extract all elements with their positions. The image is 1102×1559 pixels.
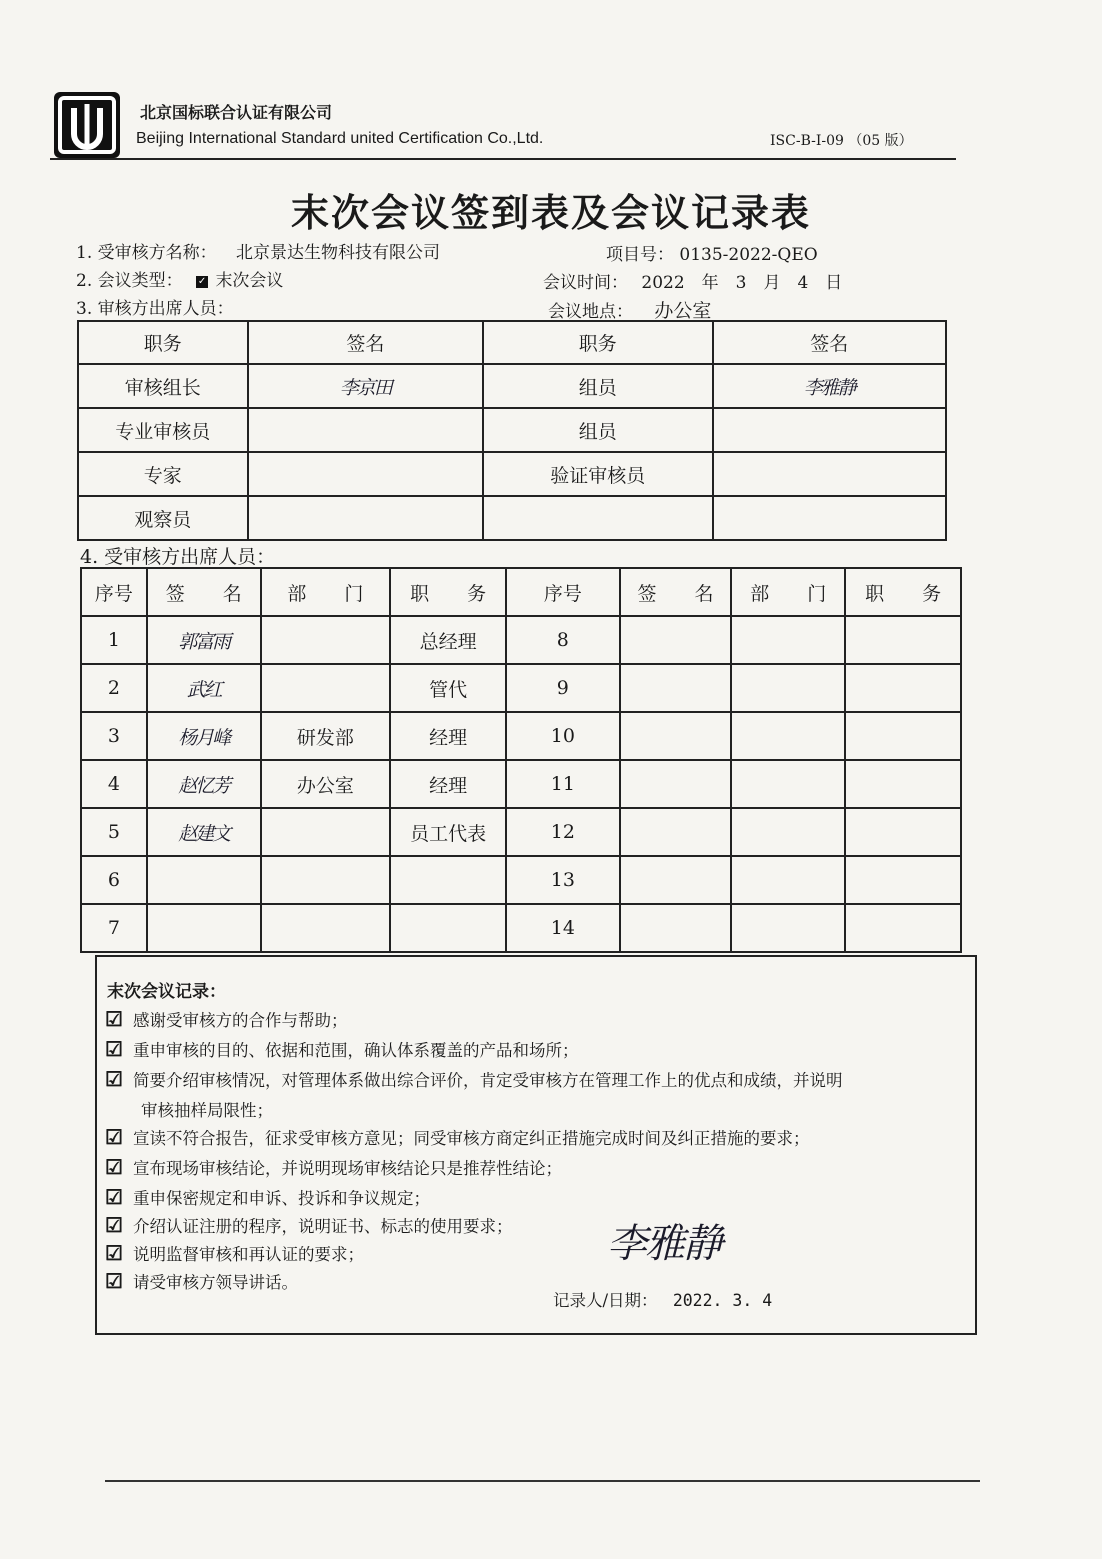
note-text: 感谢受审核方的合作与帮助； (133, 1011, 348, 1030)
title-cell (845, 616, 961, 664)
column-header: 签 名 (147, 568, 261, 616)
list-item (105, 1037, 579, 1061)
check-icon: ☑ (105, 1007, 123, 1031)
role-cell: 专业审核员 (78, 408, 248, 452)
check-icon: ☑ (105, 1067, 123, 1091)
signature-cell (248, 452, 483, 496)
list-item (105, 1213, 513, 1237)
note-text: 重申保密规定和申诉、投诉和争议规定； (133, 1189, 430, 1208)
dept-cell (731, 712, 845, 760)
note-text: 宣布现场审核结论，并说明现场审核结论只是推荐性结论； (133, 1159, 562, 1178)
title-cell: 管代 (390, 664, 506, 712)
signature-cell (620, 904, 732, 952)
list-item (105, 1007, 348, 1031)
dept-cell (731, 904, 845, 952)
title-cell: 经理 (390, 712, 506, 760)
meeting-time-label: 会议时间： (543, 273, 628, 293)
table-header-row (78, 321, 946, 364)
project-value: 0135-2022-QEO (679, 245, 818, 265)
auditor-attendance-table (77, 320, 947, 541)
meeting-notes-box (95, 955, 977, 1335)
check-icon: ☑ (105, 1269, 123, 1293)
signature-cell (147, 856, 261, 904)
dept-cell: 研发部 (261, 712, 391, 760)
seq-cell: 11 (506, 760, 620, 808)
role-cell: 组员 (483, 408, 712, 452)
seq-cell: 5 (81, 808, 147, 856)
company-logo-icon (54, 92, 120, 158)
list-item (105, 1241, 364, 1265)
dept-cell (731, 760, 845, 808)
title-cell (845, 712, 961, 760)
role-cell: 验证审核员 (483, 452, 712, 496)
signature-cell (620, 808, 732, 856)
check-icon: ☑ (105, 1213, 123, 1237)
list-item (105, 1185, 430, 1209)
title-cell (845, 904, 961, 952)
list-item (105, 1269, 298, 1293)
seq-cell: 7 (81, 904, 147, 952)
auditee-label: 1. 受审核方名称： (76, 243, 217, 263)
seq-cell: 4 (81, 760, 147, 808)
signature-cell (620, 856, 732, 904)
title-cell: 员工代表 (390, 808, 506, 856)
table-header-row (81, 568, 961, 616)
table-row (81, 664, 961, 712)
signature-cell (713, 452, 947, 496)
auditee-value: 北京景达生物科技有限公司 (236, 243, 441, 263)
check-icon: ☑ (105, 1125, 123, 1149)
dept-cell (731, 664, 845, 712)
note-text: 说明监督审核和再认证的要求； (133, 1245, 364, 1264)
signature-cell (620, 616, 732, 664)
signature-cell: 武红 (147, 664, 261, 712)
column-header: 部 门 (731, 568, 845, 616)
column-header: 序号 (506, 568, 620, 616)
auditee-attendees-label: 4. 受审核方出席人员： (80, 546, 276, 568)
note-text: 介绍认证注册的程序，说明证书、标志的使用要求； (133, 1217, 513, 1236)
recorder-field (553, 1287, 772, 1311)
column-header: 签 名 (620, 568, 732, 616)
table-row (81, 904, 961, 952)
table-row (81, 760, 961, 808)
recorder-signature: 李雅静 (607, 1221, 721, 1267)
signature-cell (713, 408, 947, 452)
meeting-time-value: 2022 年 3 月 4 日 (641, 273, 843, 293)
column-header: 序号 (81, 568, 147, 616)
recorder-date: 2022. 3. 4 (672, 1291, 773, 1310)
company-name-en: Beijing International Standard united Certification Co.,Ltd. (136, 130, 544, 147)
dept-cell (731, 808, 845, 856)
meeting-place-label: 会议地点： (548, 302, 633, 322)
auditee-field (76, 238, 440, 263)
signature-cell (620, 664, 732, 712)
title-cell: 总经理 (390, 616, 506, 664)
auditee-attendance-table (80, 567, 962, 953)
header-divider (50, 158, 956, 160)
title-cell (845, 664, 961, 712)
note-text: 宣读不符合报告，征求受审核方意见；同受审核方商定纠正措施完成时间及纠正措施的要求； (133, 1129, 810, 1148)
company-name-cn: 北京国标联合认证有限公司 (140, 103, 333, 122)
table-row (81, 808, 961, 856)
seq-cell: 9 (506, 664, 620, 712)
note-text: 简要介绍审核情况，对管理体系做出综合评价，肯定受审核方在管理工作上的优点和成绩，并说明 (133, 1071, 843, 1090)
title-cell (845, 760, 961, 808)
table-row (81, 856, 961, 904)
column-header: 职务 (78, 321, 248, 364)
recorder-label: 记录人/日期： (553, 1291, 658, 1310)
dept-cell (261, 808, 391, 856)
notes-title: 末次会议记录： (107, 982, 226, 1002)
title-cell (845, 808, 961, 856)
checked-box-icon: ✓ (197, 275, 207, 287)
table-row (78, 452, 946, 496)
project-field (606, 240, 818, 265)
project-label: 项目号： (606, 245, 674, 265)
meeting-place-field (548, 296, 711, 323)
column-header: 职务 (483, 321, 712, 364)
dept-cell (261, 904, 391, 952)
meeting-place-value: 办公室 (654, 300, 712, 322)
signature-cell: 赵忆芳 (147, 760, 261, 808)
check-icon: ☑ (105, 1185, 123, 1209)
seq-cell: 1 (81, 616, 147, 664)
seq-cell: 6 (81, 856, 147, 904)
role-cell: 专家 (78, 452, 248, 496)
signature-cell: 李京田 (248, 364, 483, 408)
note-text: 重申审核的目的、依据和范围，确认体系覆盖的产品和场所； (133, 1041, 579, 1060)
signature-cell (620, 760, 732, 808)
note-text: 请受审核方领导讲话。 (133, 1273, 298, 1292)
table-row (78, 408, 946, 452)
list-item (105, 1125, 810, 1149)
role-cell: 组员 (483, 364, 712, 408)
column-header: 签名 (248, 321, 483, 364)
signature-cell (248, 496, 483, 540)
dept-cell (261, 856, 391, 904)
seq-cell: 3 (81, 712, 147, 760)
seq-cell: 10 (506, 712, 620, 760)
signature-cell: 赵建文 (147, 808, 261, 856)
seq-cell: 2 (81, 664, 147, 712)
dept-cell (261, 616, 391, 664)
role-cell (483, 496, 712, 540)
title-cell (390, 856, 506, 904)
auditor-attendees-label: 3. 审核方出席人员： (76, 299, 234, 319)
title-cell (390, 904, 506, 952)
list-item (105, 1067, 843, 1091)
list-item (105, 1155, 562, 1179)
column-header: 部 门 (261, 568, 391, 616)
table-row (78, 496, 946, 540)
seq-cell: 8 (506, 616, 620, 664)
dept-cell (261, 664, 391, 712)
table-row (78, 364, 946, 408)
signature-cell (248, 408, 483, 452)
dept-cell (731, 856, 845, 904)
page-title: 末次会议签到表及会议记录表 (290, 190, 811, 235)
table-row (81, 616, 961, 664)
footer-divider (105, 1480, 980, 1482)
seq-cell: 13 (506, 856, 620, 904)
meeting-type-field (76, 266, 283, 291)
signature-cell: 郭富雨 (147, 616, 261, 664)
column-header: 职 务 (390, 568, 506, 616)
signature-cell: 李雅静 (713, 364, 947, 408)
meeting-type-label: 2. 会议类型： (76, 271, 183, 291)
column-header: 职 务 (845, 568, 961, 616)
meeting-type-value: 末次会议 (215, 271, 284, 291)
seq-cell: 14 (506, 904, 620, 952)
check-icon: ☑ (105, 1241, 123, 1265)
title-cell: 经理 (390, 760, 506, 808)
role-cell: 观察员 (78, 496, 248, 540)
signature-cell: 杨月峰 (147, 712, 261, 760)
meeting-time-field (543, 268, 842, 293)
title-cell (845, 856, 961, 904)
column-header: 签名 (713, 321, 947, 364)
role-cell: 审核组长 (78, 364, 248, 408)
seq-cell: 12 (506, 808, 620, 856)
signature-cell (620, 712, 732, 760)
check-icon: ☑ (105, 1037, 123, 1061)
check-icon: ☑ (105, 1155, 123, 1179)
dept-cell: 办公室 (261, 760, 391, 808)
dept-cell (731, 616, 845, 664)
signature-cell (713, 496, 947, 540)
signature-cell (147, 904, 261, 952)
table-row (81, 712, 961, 760)
form-code: ISC-B-I-09 （05 版） (770, 133, 913, 149)
note-text-continuation: 审核抽样局限性； (141, 1101, 273, 1120)
